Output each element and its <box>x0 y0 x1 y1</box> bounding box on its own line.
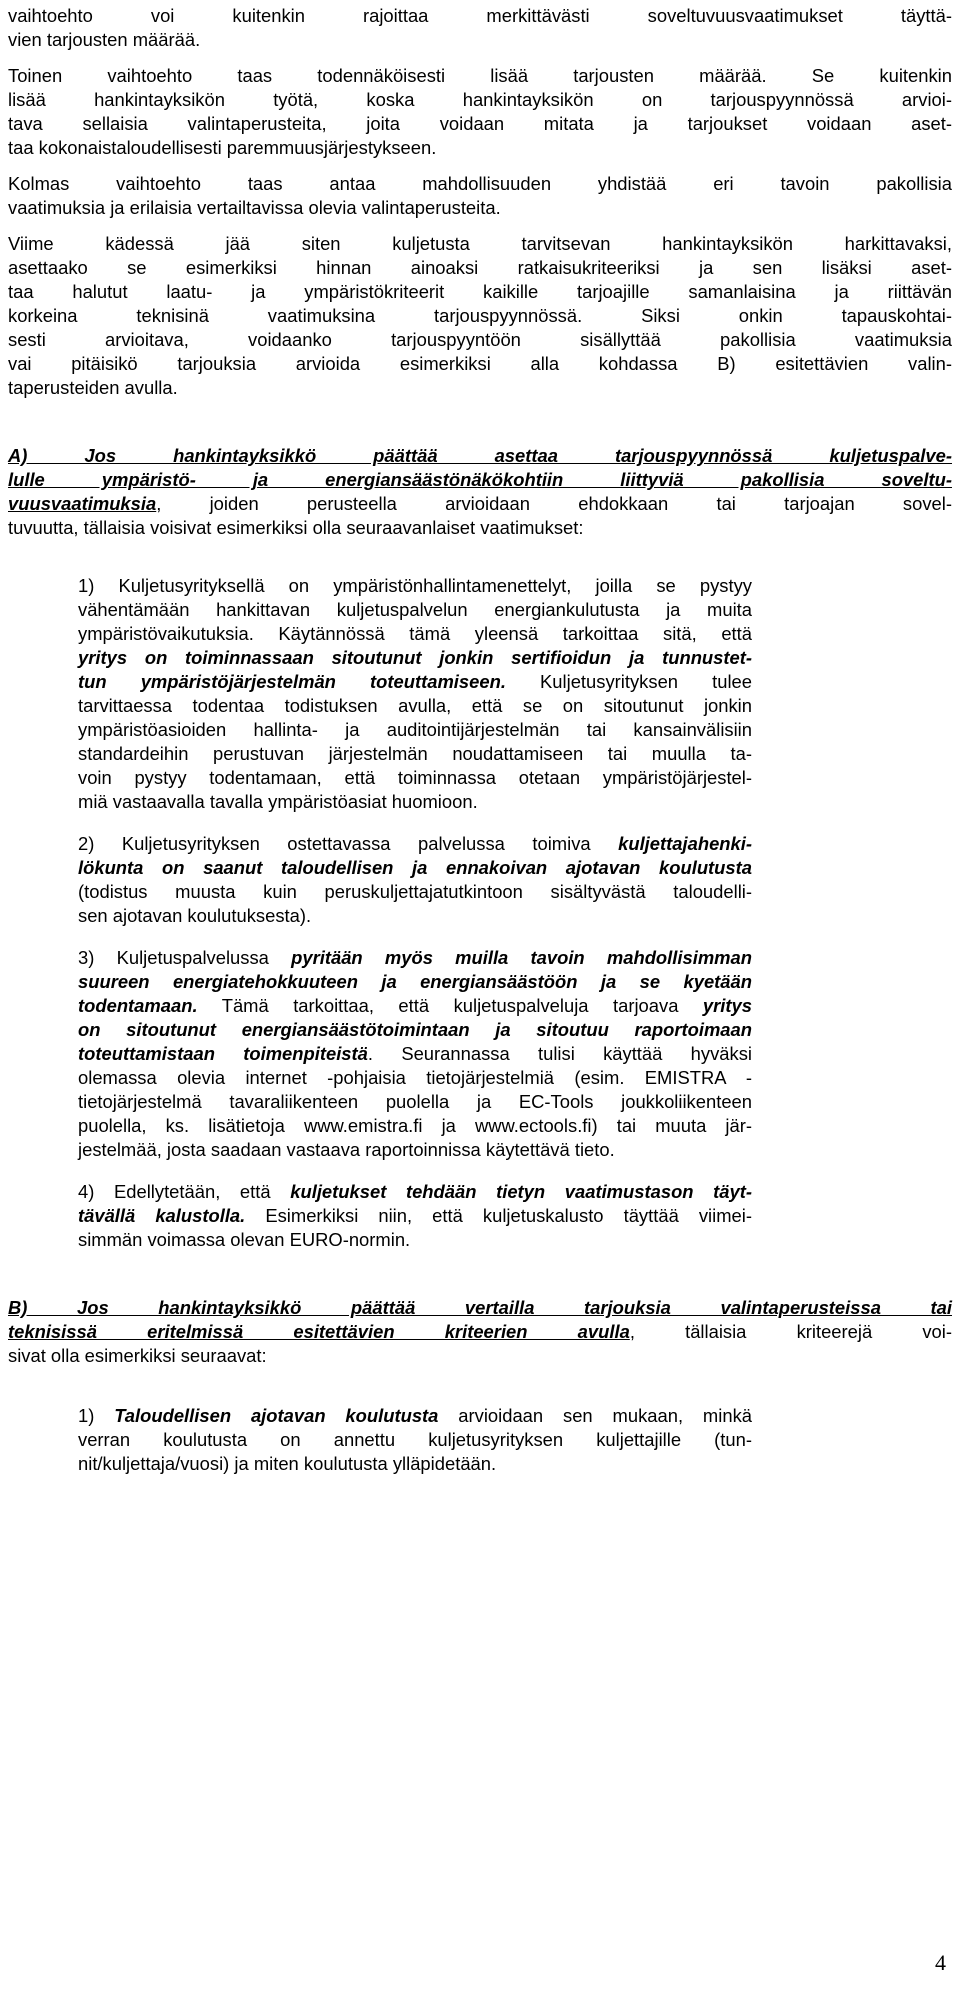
text-line <box>78 1066 752 1090</box>
text-line <box>78 574 752 598</box>
text-line <box>78 646 752 670</box>
text-span: lökunta on saanut taloudellisen ja ennakoivan ajotavan koulutusta <box>78 857 752 878</box>
text-line <box>8 256 952 280</box>
text-line <box>8 88 952 112</box>
text-span: jestelmää, josta saadaan vastaava raportoinnissa käytettävä tieto. <box>78 1139 615 1160</box>
text-span: . Seurannassa tulisi käyttää hyväksi <box>367 1043 753 1064</box>
text-span: taa halutut laatu- ja ympäristökriteerit kaikille tarjoajille samanlaisina ja riittävän <box>8 281 952 302</box>
text-span: tarvittaessa todentaa todistuksen avulla, että se on sitoutunut jonkin <box>78 695 752 716</box>
text-line <box>78 946 752 970</box>
text-span: miä vastaavalla tavalla ympäristöasiat huomioon. <box>78 791 478 812</box>
text-span: simmän voimassa olevan EURO-normin. <box>78 1229 411 1250</box>
text-span: puolella, ks. lisätietoja www.emistra.fi ja www.ectools.fi) tai muuta jär- <box>78 1115 752 1136</box>
text-span: teknisissä eritelmissä esitettävien kriteerien avulla <box>8 1321 630 1342</box>
text-span: yritys on toiminnassaan sitoutunut jonkin sertifioidun ja tunnustet- <box>78 647 752 668</box>
text-line <box>78 904 752 928</box>
page-number: 4 <box>935 1950 946 1975</box>
text-span: 1) <box>78 1405 115 1426</box>
text-line <box>8 468 952 492</box>
text-line <box>8 112 952 136</box>
text-span: olemassa olevia internet -pohjaisia tietojärjestelmiä (esim. EMISTRA - <box>78 1067 752 1088</box>
text-line <box>8 4 952 28</box>
text-line <box>78 598 752 622</box>
text-line <box>78 1042 752 1066</box>
text-span: Tämä tarkoittaa, että kuljetuspalveluja tarjoava <box>197 995 703 1016</box>
text-line <box>78 970 752 994</box>
text-line <box>8 172 952 196</box>
text-span: A) Jos hankintayksikkö päättää asettaa tarjouspyynnössä kuljetuspalve- <box>8 445 952 466</box>
text-span: kuljetukset tehdään tietyn vaatimustason täyt- <box>290 1181 752 1202</box>
text-span: korkeina teknisinä vaatimuksina tarjouspyynnössä. Siksi onkin tapauskohtai- <box>8 305 952 326</box>
text-span: 1) Kuljetusyrityksellä on ympäristönhallintamenettelyt, joilla se pystyy <box>78 575 752 596</box>
text-line <box>78 1018 752 1042</box>
text-span: standardeihin perustuvan järjestelmän noudattamiseen tai muulla ta- <box>78 743 752 764</box>
text-span: tun ympäristöjärjestelmän toteuttamiseen. <box>78 671 506 692</box>
text-line <box>78 1090 752 1114</box>
text-span: vaihtoehto voi kuitenkin rajoittaa merkittävästi soveltuvuusvaatimukset täyttä- <box>8 5 952 26</box>
text-span: sesti arvioitava, voidaanko tarjouspyyntöön sisällyttää pakollisia vaatimuksia <box>8 329 952 350</box>
text-span: nit/kuljettaja/vuosi) ja miten koulutusta ylläpidetään. <box>78 1453 497 1474</box>
text-line <box>8 376 952 400</box>
text-line <box>78 856 752 880</box>
text-span: verran koulutusta on annettu kuljetusyrityksen kuljettajille (tun- <box>78 1429 752 1450</box>
text-line <box>8 232 952 256</box>
text-span: tävällä kalustolla. <box>78 1205 246 1226</box>
text-line <box>78 790 752 814</box>
text-line <box>78 718 752 742</box>
text-span: vuusvaatimuksia <box>8 493 157 514</box>
text-span: 4) Edellytetään, että <box>78 1181 291 1202</box>
text-line <box>8 352 952 376</box>
text-span: kuljettajahenki- <box>618 833 752 854</box>
text-span: lulle ympäristö- ja energiansäästönäkökohtiin liittyviä pakollisia soveltu- <box>8 469 952 490</box>
text-line <box>8 28 952 52</box>
text-span: pyritään myös muilla tavoin mahdollisimman <box>291 947 752 968</box>
text-line <box>8 304 952 328</box>
text-line <box>8 280 952 304</box>
text-line <box>78 766 752 790</box>
text-span: Viime kädessä jää siten kuljetusta tarvitsevan hankintayksikön harkittavaksi, <box>8 233 952 254</box>
text-line <box>8 1320 952 1344</box>
text-span: suureen energiatehokkuuteen ja energiansäästöön ja se kyetään <box>78 971 752 992</box>
text-span: Kolmas vaihtoehto taas antaa mahdollisuuden yhdistää eri tavoin pakollisia <box>8 173 952 194</box>
text-span: ympäristöasioiden hallinta- ja auditointijärjestelmän tai kansainvälisiin <box>78 719 752 740</box>
text-span: voin pystyy todentamaan, että toiminnassa otetaan ympäristöjärjestel- <box>78 767 752 788</box>
text-line <box>8 1296 952 1320</box>
text-span: 3) Kuljetuspalvelussa <box>78 947 292 968</box>
text-line <box>78 994 752 1018</box>
text-line <box>8 136 952 160</box>
text-line <box>78 880 752 904</box>
text-line <box>8 1344 952 1368</box>
text-span: toteuttamistaan toimenpiteistä <box>78 1043 368 1064</box>
text-span: tietojärjestelmä tavaraliikenteen puolella ja EC-Tools joukkoliikenteen <box>78 1091 752 1112</box>
text-span: yritys <box>702 995 752 1016</box>
text-line <box>78 1228 752 1252</box>
text-span: Taloudellisen ajotavan koulutusta <box>114 1405 439 1426</box>
text-span: (todistus muusta kuin peruskuljettajatutkintoon sisältyvästä taloudelli- <box>78 881 752 902</box>
text-line <box>8 444 952 468</box>
text-span: , joiden perusteella arvioidaan ehdokkaan tai tarjoajan sovel- <box>156 493 952 514</box>
text-span: ympäristövaikutuksia. Käytännössä tämä yleensä tarkoittaa sitä, että <box>78 623 752 644</box>
text-span: vai pitäisikö tarjouksia arvioida esimerkiksi alla kohdassa B) esitettävien valin- <box>8 353 952 374</box>
text-span: on sitoutunut energiansäästötoimintaan ja sitoutuu raportoimaan <box>78 1019 752 1040</box>
text-line <box>78 1452 752 1476</box>
text-line <box>78 742 752 766</box>
text-span: taperusteiden avulla. <box>8 377 178 398</box>
text-span: Toinen vaihtoehto taas todennäköisesti lisää tarjousten määrää. Se kuitenkin <box>8 65 952 86</box>
text-span: sivat olla esimerkiksi seuraavat: <box>8 1345 267 1366</box>
text-span: vaatimuksia ja erilaisia vertailtavissa olevia valintaperusteita. <box>8 197 501 218</box>
text-span: vähentämään hankittavan kuljetuspalvelun energiankulutusta ja muita <box>78 599 752 620</box>
text-span: todentamaan. <box>78 995 198 1016</box>
text-line <box>8 492 952 516</box>
text-span: arvioidaan sen mukaan, minkä <box>438 1405 752 1426</box>
text-span: B) Jos hankintayksikkö päättää vertailla tarjouksia valintaperusteissa tai <box>8 1297 952 1318</box>
text-span: sen ajotavan koulutuksesta). <box>78 905 312 926</box>
text-line <box>78 1114 752 1138</box>
text-line <box>78 1404 752 1428</box>
text-span: , tällaisia kriteerejä voi- <box>629 1321 952 1342</box>
text-span: asettaako se esimerkiksi hinnan ainoaksi ratkaisukriteeriksi ja sen lisäksi aset- <box>8 257 952 278</box>
text-line <box>78 622 752 646</box>
text-line <box>78 694 752 718</box>
text-span: vien tarjousten määrää. <box>8 29 201 50</box>
text-span: Kuljetusyrityksen tulee <box>505 671 752 692</box>
text-span: tava sellaisia valintaperusteita, joita voidaan mitata ja tarjoukset voidaan aset- <box>8 113 952 134</box>
text-span: tuvuutta, tällaisia voisivat esimerkiksi olla seuraavanlaiset vaatimukset: <box>8 517 584 538</box>
text-line <box>78 1428 752 1452</box>
text-line <box>8 196 952 220</box>
text-line <box>78 1138 752 1162</box>
text-span: lisää hankintayksikön työtä, koska hankintayksikön on tarjouspyynnössä arvioi- <box>8 89 952 110</box>
text-line <box>8 516 952 540</box>
text-span: Esimerkiksi niin, että kuljetuskalusto täyttää viimei- <box>245 1205 752 1226</box>
text-line <box>8 328 952 352</box>
text-line <box>78 832 752 856</box>
text-line <box>78 670 752 694</box>
text-span: taa kokonaistaloudellisesti paremmuusjärjestykseen. <box>8 137 437 158</box>
text-span: 2) Kuljetusyrityksen ostettavassa palvelussa toimiva <box>78 833 619 854</box>
text-line <box>8 64 952 88</box>
text-line <box>78 1204 752 1228</box>
text-line <box>78 1180 752 1204</box>
